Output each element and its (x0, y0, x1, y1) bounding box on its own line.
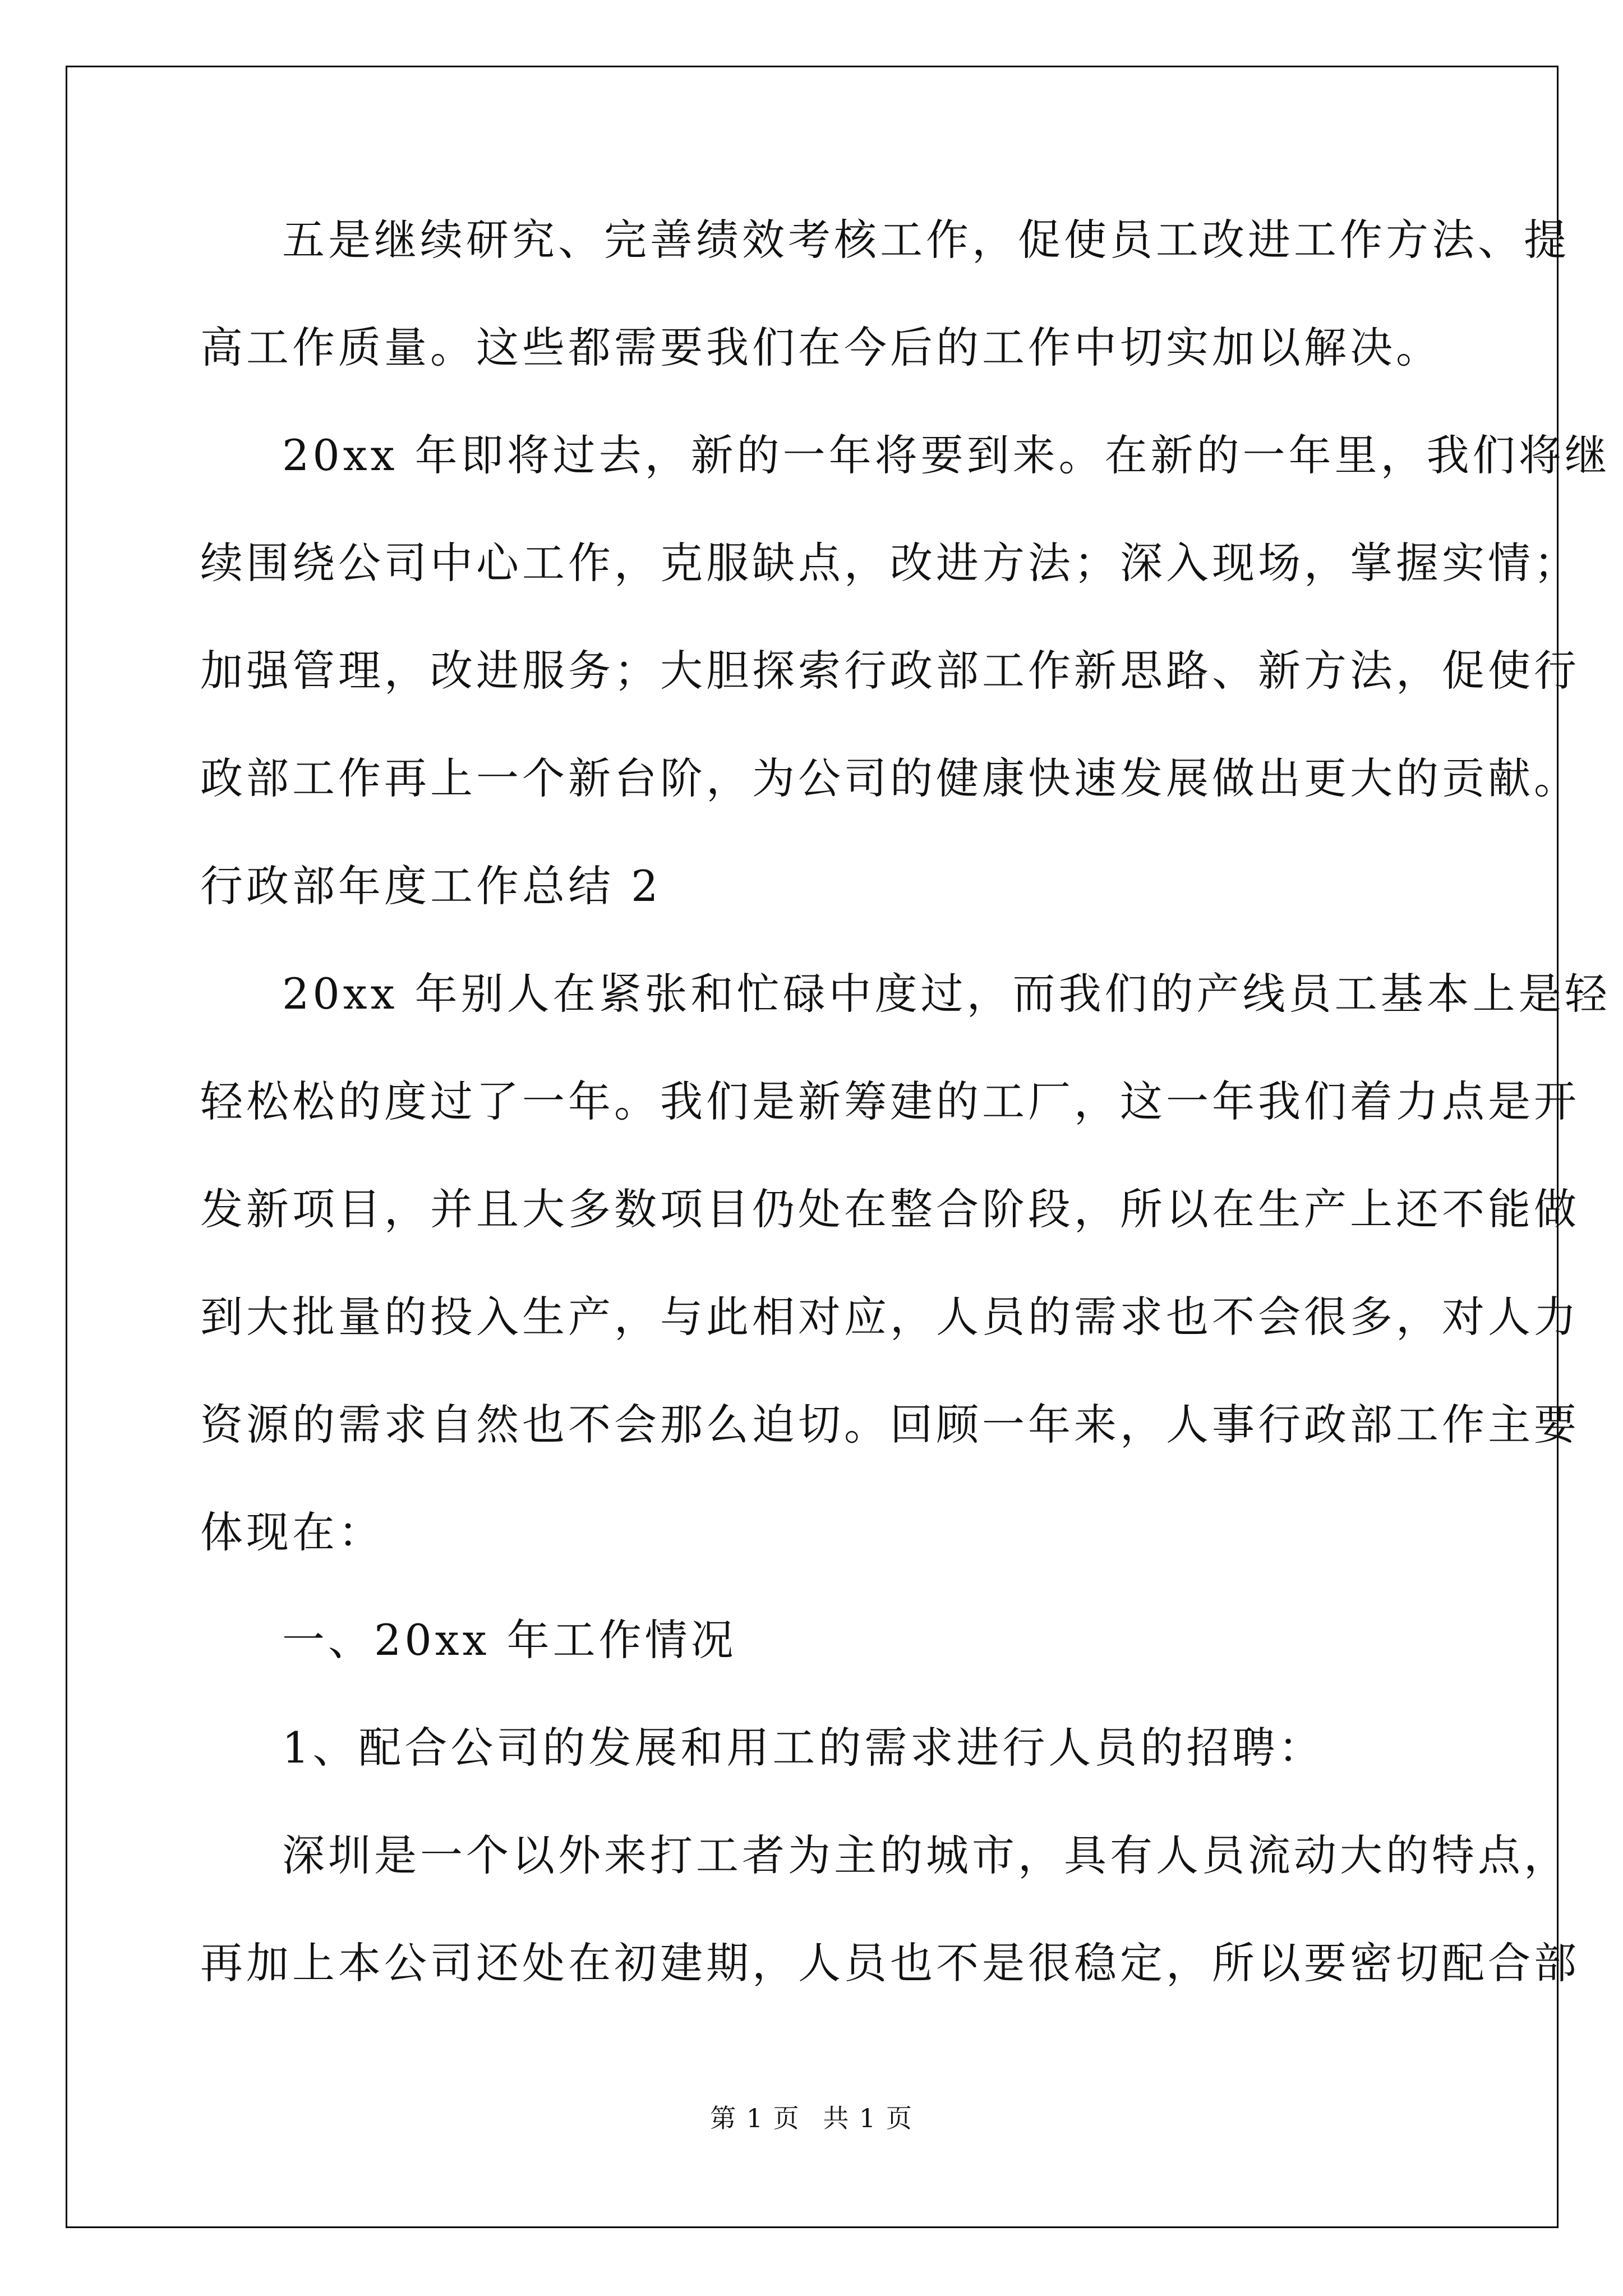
list-item: 1、配合公司的发展和用工的需求进行人员的招聘： (282, 1723, 1325, 1773)
paragraph-line: 政部工作再上一个新台阶，为公司的健康快速发展做出更大的贡献。 (200, 753, 1580, 803)
section-heading: 行政部年度工作总结 2 (200, 861, 662, 911)
paragraph-line: 到大批量的投入生产，与此相对应，人员的需求也不会很多，对人力 (200, 1292, 1580, 1342)
paragraph-line: 体现在： (200, 1507, 384, 1557)
page-total: 共 1 页 (823, 2103, 913, 2133)
paragraph-line: 轻松松的度过了一年。我们是新筹建的工厂，这一年我们着力点是开 (200, 1076, 1580, 1126)
paragraph-line: 再加上本公司还处在初建期，人员也不是很稳定，所以要密切配合部 (200, 1938, 1580, 1988)
paragraph-line: 高工作质量。这些都需要我们在今后的工作中切实加以解决。 (200, 323, 1442, 372)
paragraph-line: 深圳是一个以外来打工者为主的城市，具有人员流动大的特点， (282, 1830, 1570, 1880)
page-number: 第 1 页 (710, 2103, 800, 2133)
paragraph-line: 发新项目，并且大多数项目仍处在整合阶段，所以在生产上还不能做 (200, 1184, 1580, 1234)
paragraph-line: 续围绕公司中心工作，克服缺点，改进方法；深入现场，掌握实情； (200, 538, 1580, 588)
paragraph-line: 五是继续研究、完善绩效考核工作，促使员工改进工作方法、提 (282, 215, 1570, 265)
page-border (66, 66, 1559, 2228)
paragraph-line: 20xx 年即将过去，新的一年将要到来。在新的一年里，我们将继 (282, 430, 1611, 480)
paragraph-line: 20xx 年别人在紧张和忙碌中度过，而我们的产线员工基本上是轻 (282, 969, 1611, 1019)
page-footer (0, 2098, 1623, 2135)
subheading: 一、20xx 年工作情况 (282, 1615, 737, 1665)
paragraph-line: 加强管理，改进服务；大胆探索行政部工作新思路、新方法，促使行 (200, 646, 1580, 696)
paragraph-line: 资源的需求自然也不会那么迫切。回顾一年来，人事行政部工作主要 (200, 1400, 1580, 1450)
